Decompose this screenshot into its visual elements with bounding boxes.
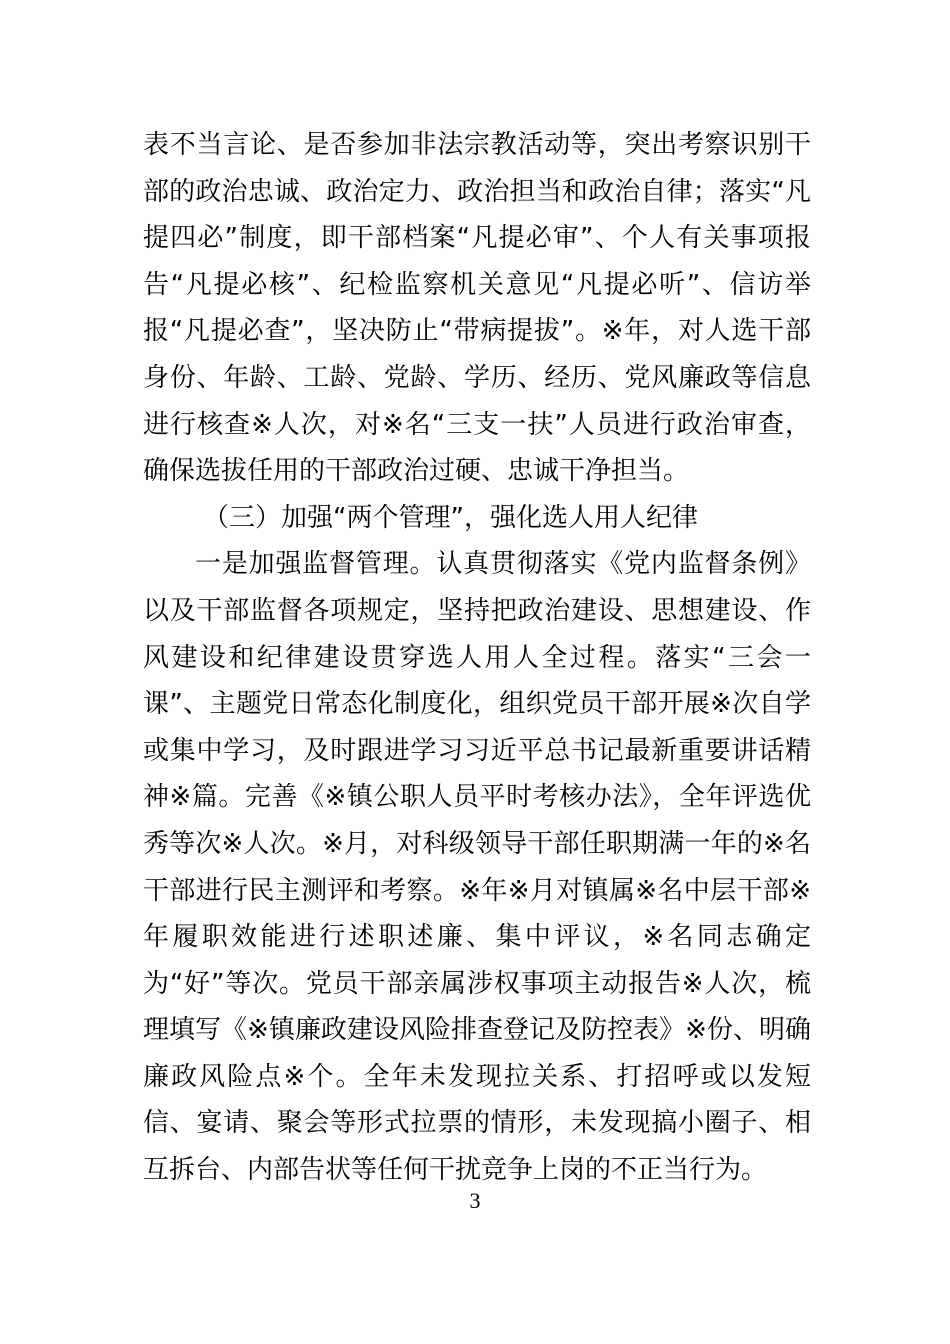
body-text <box>143 122 811 1194</box>
page-number: 3 <box>469 1188 481 1213</box>
section-paragraph: 一是加强监督管理。认真贯彻落实《党内监督条例》以及干部监督各项规定，坚持把政治建设、思想建设、作风建设和纪律建设贯穿选人用人全过程。落实“三会一课”、主题党日常态化制度化，组织党员干部开展※次自学或集中学习，及时跟进学习习近平总书记最新重要讲话精神※篇。完善《※镇公职人员平时考核办法》，全年评选优秀等次※人次。※月，对科级领导干部任职期满一年的※名干部进行民主测评和考察。※年※月对镇属※名中层干部※年履职效能进行述职述廉、集中评议，※名同志确定为“好”等次。党员干部亲属涉权事项主动报告※人次，梳理填写《※镇廉政建设风险排查登记及防控表》※份、明确廉政风险点※个。全年未发现拉关系、打招呼或以发短信、宴请、聚会等形式拉票的情形，未发现搞小圈子、相互拆台、内部告状等任何干扰竞争上岗的不正当行为。 <box>143 549 811 1186</box>
continued-paragraph: 表不当言论、是否参加非法宗教活动等，突出考察识别干部的政治忠诚、政治定力、政治担当和政治自律；落实“凡提四必”制度，即干部档案“凡提必审”、个人有关事项报告“凡提必核”、纪检监察机关意见“凡提必听”、信访举报“凡提必查”，坚决防止“带病提拔”。※年，对人选干部身份、年龄、工龄、党龄、学历、经历、党风廉政等信息进行核查※人次，对※名“三支一扶”人员进行政治审查，确保选拔任用的干部政治过硬、忠诚干净担当。 <box>143 130 811 487</box>
section-heading: （三）加强“两个管理”，强化选人用人纪律 <box>203 502 698 533</box>
